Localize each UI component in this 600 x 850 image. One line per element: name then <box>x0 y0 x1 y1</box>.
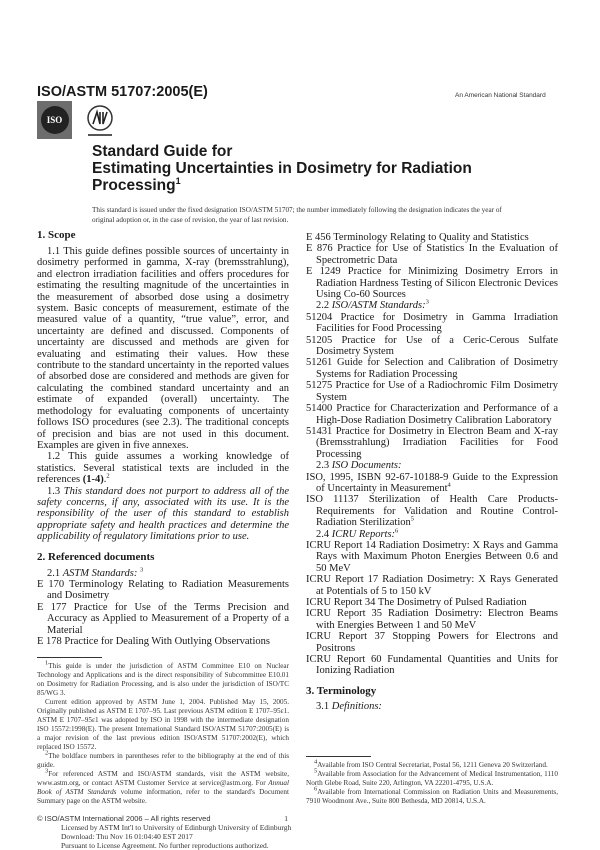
footnote-italic: Annual Book of ASTM Standards <box>37 779 289 797</box>
reference-code: ISO, 1995, ISBN 92-67-10188-9 <box>306 471 449 483</box>
reference-title: Terminology Relating to Radiation Measurements and Dosimetry <box>47 578 290 602</box>
footnote-marker: 6 <box>395 527 399 535</box>
page-body <box>37 229 558 850</box>
reference-item <box>306 403 558 426</box>
footnote-marker: 1 <box>175 175 181 186</box>
reference-item <box>37 636 289 647</box>
section-heading: 2. Referenced documents <box>37 550 155 563</box>
footnote-number: 5 <box>314 768 318 776</box>
astm-logo <box>84 104 116 140</box>
reference-code: E 1249 <box>306 266 341 278</box>
reference-title: Radiation Dosimetry: X Rays and Gamma Rays with Maximum Photon Energies Between 0.6 and 50 MeV <box>316 539 558 574</box>
reference-title: Radiation Dosimetry: Electron Beams with Energies Between 1 and 50 MeV <box>316 608 559 631</box>
left-column <box>37 229 289 647</box>
document-id: ISO/ASTM 51707:2005(E) <box>37 84 208 100</box>
section-heading: 1. Scope <box>37 229 76 241</box>
left-column-wrapper <box>37 229 289 806</box>
reference-title: The Dosimetry of Pulsed Radiation <box>377 597 527 608</box>
subsection-title: Definitions: <box>331 700 382 712</box>
subsection-label <box>37 568 289 579</box>
reference-code: 51205 <box>306 334 333 346</box>
right-column-wrapper <box>306 229 558 806</box>
footnote <box>37 752 289 770</box>
footnote-number: 6 <box>314 786 318 794</box>
reference-title: Practice for Use of the Terms Precision and Accuracy as Applied to Measurement of a Property of a Material <box>47 601 289 636</box>
footnote <box>37 770 289 806</box>
footnote-text: Available from Association for the Advancement of Medical Instrumentation, 1110 North Glebe Road, Suite 220, Arlington, VA 22201-4795, U.S.A. <box>306 770 558 788</box>
reference-code: E 170 <box>37 578 65 590</box>
reference-title: Guide for Selection and Calibration of Dosimetry Systems for Radiation Processing <box>316 357 559 380</box>
footnote-text: Current edition approved by ASTM June 1, 2004. Published May 15, 2005. Originally published as ASTM E 1707–95. Last previous ASTM edition E 1707–95ε1. ASTM E 1707–95ε1 was adopted by ISO in 1998 with the intermediate designation ISO 15572:1998(E). The present International Standard ISO/ASTM 51707:2005(E) is a major revision of the last previous edition ISO/ASTM 51707:2002(E), which replaced ISO 15572. <box>37 698 289 752</box>
reference-code: 51204 <box>306 311 333 323</box>
footnote-marker: 5 <box>410 515 415 523</box>
reference-item <box>306 654 558 677</box>
reference-item <box>306 631 558 654</box>
footnote-number: 2 <box>45 750 49 758</box>
footnotes-right <box>306 746 558 806</box>
subsection-number: 2.1 <box>47 567 61 579</box>
reference-item <box>306 574 558 597</box>
footnotes-left <box>37 647 289 806</box>
reference-title: Sterilization of Health Care Products-Requirements for Validation and Routine Control-Radiation Sterilization <box>316 494 559 529</box>
iso-logo <box>37 101 72 139</box>
reference-code: E 876 <box>306 243 333 255</box>
issue-note: This standard is issued under the fixed designation ISO/ASTM 51707; the number immediately following the designation indicates the year of original adoption or, in the case of revision, the year of last revision. <box>92 206 502 224</box>
footnote-marker: 3 <box>139 566 144 574</box>
reference-code: ICRU Report 60 <box>306 654 382 666</box>
reference-item <box>306 312 558 335</box>
subsection-title: ICRU Reports: <box>331 528 396 540</box>
reference-item <box>306 426 558 460</box>
subsection-title: ASTM Standards: <box>62 567 138 579</box>
footnote <box>37 662 289 698</box>
american-national-standard-label: An American National Standard <box>455 92 546 99</box>
footnote-divider <box>37 657 102 658</box>
subsection-title: ISO/ASTM Standards: <box>331 300 426 312</box>
footnote-text: For referenced ASTM and ISO/ASTM standards, visit the ASTM website, www.astm.org, or contact ASTM Customer Service at service@astm.org. For <box>37 770 289 788</box>
reference-title: Practice for Dealing With Outlying Observations <box>64 636 270 647</box>
subsection-number: 2.3 <box>316 460 330 472</box>
footnote <box>306 788 558 806</box>
reference-item <box>306 494 558 528</box>
reference-title: Practice for Characterization and Performance of a High-Dose Radiation Dosimetry Calibration Laboratory <box>316 403 558 426</box>
footnote-number: 3 <box>45 768 49 776</box>
footnote-divider <box>306 756 371 757</box>
reference-code: ICRU Report 34 <box>306 597 376 608</box>
reference-code: E 178 <box>37 636 62 647</box>
footnote <box>306 770 558 788</box>
reference-item <box>306 266 558 300</box>
reference-title: Stopping Powers for Electrons and Positrons <box>316 631 558 654</box>
reference-item <box>306 243 558 266</box>
title-text: Processing <box>92 177 176 194</box>
reference-title: Practice for Minimizing Dosimetry Errors in Radiation Hardness Testing of Silicon Electronic Devices Using Co-60 Sources <box>316 266 558 301</box>
footnote-text: volume information, refer to the standard's Document Summary page on the ASTM website. <box>37 788 290 806</box>
paragraph-text: 1.2 This guide assumes a working knowledge of statistics. Several statistical texts are included in the references <box>37 451 289 486</box>
subsection-number: 2.2 <box>316 300 330 312</box>
reference-code: 51275 <box>306 380 333 392</box>
reference-item <box>306 357 558 380</box>
reference-item <box>306 380 558 403</box>
reference-title: Practice for Dosimetry in Electron Beam and X-ray (Bremsstrahlung) Irradiation Facilities for Food Processing <box>316 425 558 460</box>
reference-code: ICRU Report 35 <box>306 608 383 620</box>
reference-code: ISO 11137 <box>306 494 359 506</box>
subsection-label <box>306 460 558 471</box>
reference-code: 51400 <box>306 403 333 415</box>
reference-item <box>306 335 558 358</box>
paragraph-number: 1.3 <box>47 485 61 497</box>
reference-title: Fundamental Quantities and Units for Ionizing Radiation <box>316 654 559 677</box>
reference-code: 51261 <box>306 357 333 369</box>
reference-code: ICRU Report 37 <box>306 631 385 643</box>
footnote-number: 4 <box>314 759 318 767</box>
reference-item <box>306 540 558 574</box>
footnote <box>37 698 289 752</box>
reference-item <box>306 232 558 243</box>
license-line: Licensed by ASTM Int'l to University of Edinburgh University of Edinburgh <box>61 823 292 833</box>
reference-code: 51431 <box>306 425 333 437</box>
subsection-title: ISO Documents: <box>331 460 402 472</box>
footnote-text: This guide is under the jurisdiction of ASTM Committee E10 on Nuclear Technology and Applications and is the direct responsibility of Subcommittee E10.01 on Dosimetry for Radiation Processing, and is also under the jurisdiction of ISO/TC 85/WG 3. <box>37 662 289 698</box>
paragraph-text: This standard does not purport to address all of the safety concerns, if any, associated with its use. It is the responsibility of the user of this standard to establish appropriate safety and health practices and determine the applicability of regulatory limitations prior to use. <box>37 485 289 543</box>
footnote-marker: 4 <box>447 481 451 489</box>
title-line: Estimating Uncertainties in Dosimetry for Radiation <box>92 160 472 177</box>
subsection-number: 2.4 <box>316 528 330 540</box>
reference-title: Radiation Dosimetry: X Rays Generated at Potentials of 5 to 150 kV <box>316 574 559 597</box>
section-heading: 3. Terminology <box>306 684 377 697</box>
reference-item <box>37 602 289 636</box>
paragraph <box>37 486 289 543</box>
page-number: 1 <box>284 814 288 824</box>
reference-title: Terminology Relating to Quality and Statistics <box>333 232 529 243</box>
footnote-text: The boldface numbers in parentheses refer to the bibliography at the end of this guide. <box>37 752 289 770</box>
reference-code: E 177 <box>37 601 67 613</box>
footnote-text: Available from International Commission on Radiation Units and Measurements, 7910 Woodmont Ave., Suite 800 Bethesda, MD 20814, U.S.A. <box>306 788 558 806</box>
reference-item <box>37 579 289 602</box>
subsection-label <box>306 701 558 712</box>
reference-link[interactable]: (1-4) <box>82 474 104 486</box>
reference-item <box>306 608 558 631</box>
reference-title: Practice for Dosimetry in Gamma Irradiation Facilities for Food Processing <box>316 311 558 335</box>
footnote-marker: 2 <box>106 472 110 480</box>
copyright: © ISO/ASTM International 2006 – All rights reserved <box>37 814 211 824</box>
reference-item <box>306 597 558 608</box>
reference-title: Practice for Use of Statistics In the Evaluation of Spectrometric Data <box>316 243 559 266</box>
reference-title: Guide to the Expression of Uncertainty in Measurement <box>316 471 559 494</box>
iso-logo-text: ISO <box>41 106 69 134</box>
reference-code: ICRU Report 14 <box>306 539 376 551</box>
reference-code: E 456 <box>306 232 331 243</box>
footnote-number: 1 <box>45 660 49 668</box>
subsection-number: 3.1 <box>316 700 330 712</box>
subsection-label <box>306 529 558 540</box>
reference-item <box>306 472 558 495</box>
footer <box>37 814 558 850</box>
reference-title: Practice for Use of a Ceric-Cerous Sulfate Dosimetry System <box>316 334 559 358</box>
right-column <box>306 229 558 712</box>
footnote-marker: 3 <box>425 298 429 306</box>
reference-code: ICRU Report 17 <box>306 574 379 586</box>
title-line <box>92 177 472 194</box>
document-title <box>92 143 472 194</box>
footnote-text: Available from ISO Central Secretariat, Postal 56, 1211 Geneva 20 Switzerland. <box>317 761 548 770</box>
paragraph: 1.2 This guide assumes a working knowledge of statistics. Several statistical texts are included in the references (1-4).$^2$ <box>37 451 289 486</box>
reference-title: Practice for Use of a Radiochromic Film Dosimetry System <box>316 380 559 403</box>
title-line: Standard Guide for <box>92 143 233 160</box>
license-line: Pursuant to License Agreement. No further reproductions authorized. <box>61 841 269 850</box>
paragraph: 1.1 This guide defines possible sources of uncertainty in dosimetry performed in gamma, X-ray (bremsstrahlung), and electron irradiation facilities and offers procedures for estimating the resulting magnitude of the uncertainties in the measurement of absorbed dose using a dosimetry system. Basic concepts of measurement, estimate of the measured value of a quantity, “true value”, error, and uncertainty are defined and discussed. Components of uncertainty are discussed and methods are given for evaluating and estimating their values. How these contribute to the standard uncertainty in the reported values of absorbed dose are considered and methods are given for calculating the combined standard uncertainty and an estimate of expanded (overall) uncertainty. The methodology for evaluating components of uncertainty follows ISO procedures (see 2.3). The traditional concepts of precision and bias are not used in this document. Examples are given in five annexes. <box>37 246 289 451</box>
subsection-label <box>306 300 558 311</box>
license-line: Download: Thu Nov 16 01:04:40 EST 2017 <box>61 832 193 842</box>
